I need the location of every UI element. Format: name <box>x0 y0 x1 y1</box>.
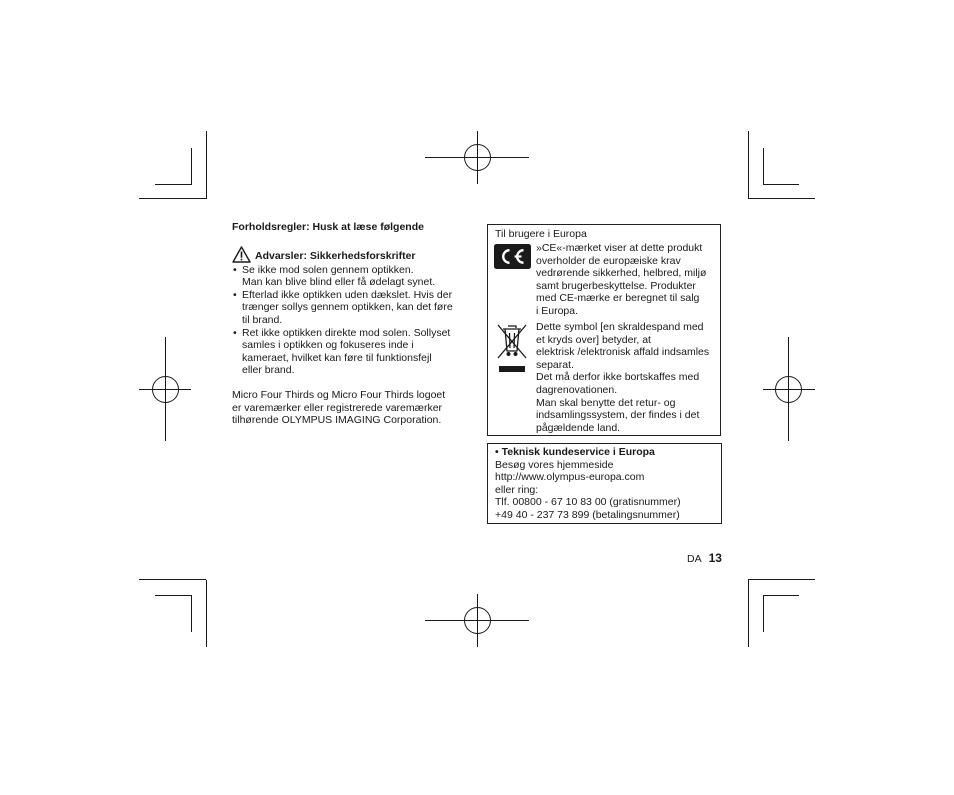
language-code: DA <box>687 553 702 565</box>
trademark-notice: Micro Four Thirds og Micro Four Thirds logoet er varemærker eller registrerede varemærker tilhørende OLYMPUS IMAGING Corporation. <box>232 388 446 427</box>
precautions-heading: Forholdsregler: Husk at læse følgende <box>232 221 424 233</box>
list-item: • Ret ikke optikken direkte mod solen. Sollyset samles i optikken og fokuseres inde i kameraet, hvilket kan føre til funktionsfejl eller brand. <box>232 327 472 377</box>
service-heading: • Teknisk kundeservice i Europa <box>495 446 655 458</box>
warning-title: Advarsler: Sikkerhedsforskrifter <box>255 250 416 262</box>
crossed-bin-icon <box>496 323 528 375</box>
service-line: eller ring: <box>495 483 539 496</box>
list-item: • Se ikke mod solen gennem optikken. Man kan blive blind eller få ødelagt synet. <box>232 264 472 289</box>
weee-description: Dette symbol [en skraldespand med et kryds over] betyder, at elektrisk /elektronisk affald indsamles separat. Det må derfor ikke bortskaffes med dagrenovationen. Man skal benytte det retur- og indsamlingssystem, der findes i det pågældende land. <box>536 321 710 434</box>
warning-list <box>232 264 472 377</box>
page-footer <box>687 551 722 565</box>
service-phone-paid: +49 40 - 237 73 899 (betalingsnummer) <box>495 508 680 521</box>
ce-mark-description: »CE«-mærket viser at dette produkt overholder de europæiske krav vedrørende sikkerhed, helbred, miljø samt brugerbeskyttelse. Produkter med CE-mærke er beregnet til salg i Europa. <box>536 242 707 317</box>
europe-users-box <box>487 224 721 436</box>
ce-mark-icon <box>494 244 531 269</box>
service-url: http://www.olympus-europa.com <box>495 471 645 484</box>
precautions-section <box>232 221 472 427</box>
warning-heading-row <box>232 246 472 263</box>
service-phone-free: Tlf. 00800 - 67 10 83 00 (gratisnummer) <box>495 496 681 509</box>
warning-triangle-icon <box>232 246 251 263</box>
service-line: Besøg vores hjemmeside <box>495 458 614 471</box>
list-item: • Efterlad ikke optikken uden dækslet. Hvis der trænger sollys gennem optikken, kan det føre til brand. <box>232 289 472 327</box>
europe-box-title: Til brugere i Europa <box>495 228 587 240</box>
customer-service-box <box>487 443 722 524</box>
page-number: 13 <box>708 551 722 565</box>
